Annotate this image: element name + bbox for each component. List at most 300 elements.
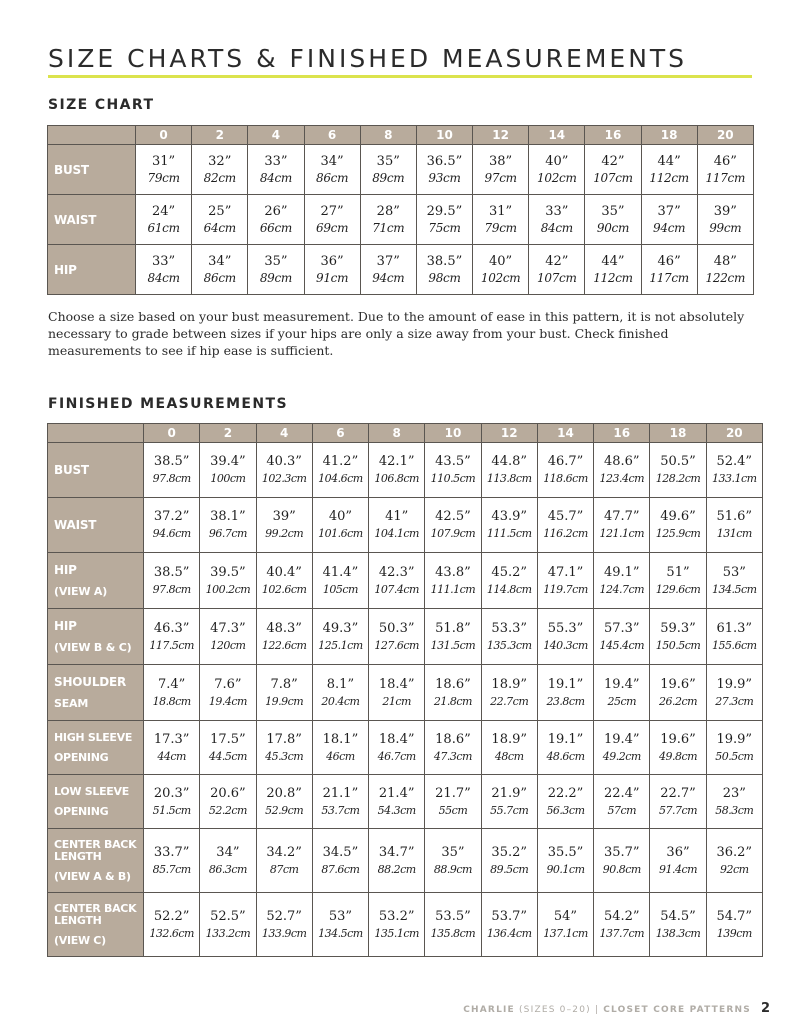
metric-value: 125.9cm <box>655 527 701 540</box>
metric-value: 135.1cm <box>374 926 419 940</box>
measurement-cell <box>537 609 593 665</box>
row-label <box>48 553 144 609</box>
imperial-value: 51.8” <box>435 620 471 636</box>
measurement-cell <box>537 498 593 553</box>
measurement-cell <box>650 721 706 775</box>
imperial-value: 37” <box>376 253 400 269</box>
footer-separator: | <box>594 1005 600 1015</box>
metric-value: 137.1cm <box>543 926 588 940</box>
metric-value: 49.8cm <box>658 749 698 763</box>
measurement-cell <box>256 665 312 721</box>
imperial-value: 24” <box>151 203 176 219</box>
metric-value: 75cm <box>428 220 461 235</box>
imperial-value: 21.4” <box>378 785 415 801</box>
metric-value: 48cm <box>494 749 524 763</box>
imperial-value: 36.5” <box>426 153 463 169</box>
imperial-value: 46.7” <box>547 454 584 469</box>
metric-value: 121.1cm <box>599 527 645 540</box>
imperial-value: 52.4” <box>716 454 753 469</box>
measurement-cell <box>416 145 472 195</box>
measurement-cell <box>481 609 537 665</box>
measurement-cell <box>425 665 481 721</box>
metric-value: 133.9cm <box>261 926 307 940</box>
imperial-value: 19.9” <box>716 676 753 692</box>
size-header-8: 8 <box>360 126 416 145</box>
imperial-value: 41.2” <box>322 454 359 469</box>
imperial-value: 18.4” <box>378 731 415 747</box>
measurement-cell <box>369 498 425 553</box>
measurement-cell <box>706 829 762 893</box>
title-rule <box>48 75 752 78</box>
measurement-cell <box>136 245 192 295</box>
measurement-row <box>48 195 754 245</box>
size-header-16: 16 <box>594 424 650 443</box>
imperial-value: 38.5” <box>426 253 463 269</box>
metric-value: 56.3cm <box>546 803 585 817</box>
row-label-text: WAIST <box>54 212 97 227</box>
metric-value: 123.4cm <box>599 472 645 485</box>
imperial-value: 35.5” <box>547 844 584 860</box>
measurement-cell <box>136 145 192 195</box>
row-sublabel-text: OPENING <box>54 804 109 818</box>
measurement-cell <box>425 443 481 498</box>
measurement-cell <box>369 829 425 893</box>
metric-value: 69cm <box>316 220 349 235</box>
measurement-cell <box>641 245 697 295</box>
imperial-value: 21.7” <box>435 785 471 801</box>
metric-value: 55.7cm <box>490 803 529 817</box>
metric-value: 102.6cm <box>261 582 307 596</box>
measurement-cell <box>256 893 312 957</box>
row-sublabel-text: SEAM <box>54 697 89 710</box>
metric-value: 133.1cm <box>711 472 757 485</box>
metric-value: 51.5cm <box>152 803 191 817</box>
measurement-cell <box>144 443 200 498</box>
page-title: SIZE CHARTS & FINISHED MEASUREMENTS <box>48 44 688 73</box>
size-header-10: 10 <box>425 424 481 443</box>
imperial-value: 43.8” <box>435 564 471 580</box>
measurement-cell <box>650 553 706 609</box>
metric-value: 82cm <box>203 170 236 185</box>
metric-value: 93cm <box>428 170 461 185</box>
imperial-value: 46” <box>713 153 737 169</box>
measurement-row <box>48 775 763 829</box>
imperial-value: 34.7” <box>378 844 415 860</box>
metric-value: 50.5cm <box>715 749 754 763</box>
row-label-text: HIP <box>54 563 77 577</box>
size-header-0: 0 <box>136 126 192 145</box>
metric-value: 22.7cm <box>490 694 529 708</box>
measurement-row <box>48 893 763 957</box>
imperial-value: 32” <box>208 153 232 169</box>
imperial-value: 39.5” <box>210 564 246 580</box>
metric-value: 96.7cm <box>208 527 247 540</box>
metric-value: 44cm <box>157 749 186 763</box>
metric-value: 21.8cm <box>433 694 472 708</box>
measurement-cell <box>697 245 753 295</box>
imperial-value: 18.9” <box>491 731 528 747</box>
imperial-value: 53.5” <box>435 908 471 924</box>
measurement-row <box>48 721 763 775</box>
size-header-4: 4 <box>248 126 304 145</box>
metric-value: 112cm <box>649 170 689 185</box>
imperial-value: 20.8” <box>266 785 302 801</box>
measurement-cell <box>144 775 200 829</box>
measurement-cell <box>650 665 706 721</box>
measurement-cell <box>594 665 650 721</box>
measurement-cell <box>200 443 256 498</box>
metric-value: 47.3cm <box>433 749 472 763</box>
metric-value: 19.4cm <box>208 694 247 708</box>
imperial-value: 22.2” <box>547 785 584 801</box>
imperial-value: 34.5” <box>322 844 359 860</box>
imperial-value: 52.5” <box>210 908 246 924</box>
imperial-value: 43.9” <box>491 509 528 524</box>
imperial-value: 53.7” <box>491 908 528 924</box>
header-corner <box>48 424 144 443</box>
metric-value: 110.5cm <box>430 472 476 485</box>
measurement-cell <box>594 893 650 957</box>
imperial-value: 53” <box>722 564 746 580</box>
measurement-cell <box>594 775 650 829</box>
metric-value: 86.3cm <box>208 862 247 876</box>
measurement-cell <box>650 893 706 957</box>
imperial-value: 50.5” <box>660 454 696 469</box>
measurement-cell <box>425 893 481 957</box>
measurement-cell <box>304 145 360 195</box>
measurement-cell <box>312 609 368 665</box>
measurement-cell <box>192 245 248 295</box>
measurement-cell <box>256 775 312 829</box>
imperial-value: 34” <box>216 844 240 860</box>
measurement-cell <box>416 195 472 245</box>
metric-value: 131cm <box>716 527 752 540</box>
measurement-cell <box>312 829 368 893</box>
row-label <box>48 721 144 775</box>
size-advice-note: Choose a size based on your bust measurement. Due to the amount of ease in this pattern, it is not absolutely necessary to grade between sizes if your hips are only a size away from your bust. Check finished measurements to see if hip ease is sufficient. <box>48 309 745 358</box>
measurement-cell <box>360 245 416 295</box>
metric-value: 131.5cm <box>430 638 476 652</box>
imperial-value: 41.4” <box>322 564 359 580</box>
metric-value: 53.7cm <box>321 803 360 817</box>
metric-value: 91cm <box>316 270 349 285</box>
imperial-value: 20.6” <box>210 785 246 801</box>
measurement-cell <box>304 195 360 245</box>
imperial-value: 31” <box>489 203 513 219</box>
metric-value: 71cm <box>372 220 405 235</box>
row-label-text: CENTER BACK LENGTH <box>54 837 137 863</box>
measurement-cell <box>529 195 585 245</box>
metric-value: 107cm <box>537 270 577 285</box>
imperial-value: 19.1” <box>547 676 584 692</box>
row-sublabel-text: (VIEW A) <box>54 585 108 598</box>
measurement-cell <box>697 195 753 245</box>
measurement-cell <box>706 498 762 553</box>
imperial-value: 53.3” <box>491 620 528 636</box>
measurement-cell <box>256 721 312 775</box>
imperial-value: 47.3” <box>210 620 246 636</box>
measurement-row <box>48 665 763 721</box>
measurement-cell <box>369 721 425 775</box>
imperial-value: 22.4” <box>603 785 640 801</box>
measurement-cell <box>425 829 481 893</box>
size-chart-table <box>47 125 754 295</box>
measurement-cell <box>529 145 585 195</box>
imperial-value: 36.2” <box>716 844 753 860</box>
metric-value: 48.6cm <box>546 749 585 763</box>
imperial-value: 7.8” <box>270 676 298 692</box>
imperial-value: 57.3” <box>603 620 640 636</box>
row-label <box>48 245 136 295</box>
metric-value: 139cm <box>716 926 752 940</box>
measurement-cell <box>425 498 481 553</box>
row-label-text: HIP <box>54 262 77 277</box>
metric-value: 88.2cm <box>377 862 416 876</box>
measurement-cell <box>200 553 256 609</box>
size-header-14: 14 <box>529 126 585 145</box>
measurement-cell <box>697 145 753 195</box>
imperial-value: 23” <box>722 785 746 801</box>
metric-value: 84cm <box>259 170 293 185</box>
size-header-row <box>48 424 763 443</box>
imperial-value: 35” <box>601 203 625 219</box>
row-label-text: HIP <box>54 619 77 633</box>
measurement-cell <box>585 245 641 295</box>
metric-value: 118.6cm <box>543 472 588 485</box>
metric-value: 107.4cm <box>374 582 419 596</box>
measurement-cell <box>650 775 706 829</box>
imperial-value: 38.1” <box>210 509 246 524</box>
metric-value: 116.2cm <box>543 527 588 540</box>
metric-value: 105cm <box>322 582 358 596</box>
measurement-cell <box>641 195 697 245</box>
imperial-value: 19.1” <box>547 731 584 747</box>
imperial-value: 19.4” <box>603 731 640 747</box>
size-header-8: 8 <box>369 424 425 443</box>
measurement-cell <box>360 195 416 245</box>
measurement-cell <box>481 829 537 893</box>
imperial-value: 54.2” <box>603 908 640 924</box>
footer-sizes-range: (SIZES 0–20) <box>518 1005 591 1015</box>
measurement-cell <box>144 829 200 893</box>
footer-brand: CLOSET CORE PATTERNS <box>603 1005 751 1015</box>
row-label <box>48 775 144 829</box>
size-header-2: 2 <box>200 424 256 443</box>
metric-value: 104.6cm <box>318 472 363 485</box>
row-label-text: WAIST <box>54 518 97 532</box>
imperial-value: 35” <box>441 844 465 860</box>
measurement-cell <box>594 721 650 775</box>
metric-value: 46cm <box>326 749 355 763</box>
metric-value: 79cm <box>147 170 180 185</box>
imperial-value: 40” <box>489 253 513 269</box>
imperial-value: 49.1” <box>603 564 640 580</box>
imperial-value: 43.5” <box>435 454 471 469</box>
measurement-cell <box>706 775 762 829</box>
metric-value: 100cm <box>210 472 246 485</box>
size-header-20: 20 <box>706 424 762 443</box>
measurement-cell <box>200 609 256 665</box>
metric-value: 85.7cm <box>152 862 191 876</box>
measurement-cell <box>650 498 706 553</box>
metric-value: 99cm <box>709 220 742 235</box>
metric-value: 89.5cm <box>490 862 529 876</box>
imperial-value: 27” <box>320 203 344 219</box>
measurement-cell <box>360 145 416 195</box>
imperial-value: 42.5” <box>435 509 471 524</box>
metric-value: 127.6cm <box>374 638 419 652</box>
measurement-cell <box>425 721 481 775</box>
measurement-cell <box>256 498 312 553</box>
measurement-cell <box>312 775 368 829</box>
imperial-value: 40” <box>328 509 353 524</box>
size-header-20: 20 <box>697 126 753 145</box>
page-footer <box>463 1001 770 1016</box>
measurement-cell <box>416 245 472 295</box>
measurement-cell <box>529 245 585 295</box>
metric-value: 100.2cm <box>205 582 251 596</box>
measurement-cell <box>248 245 304 295</box>
metric-value: 84cm <box>540 220 573 235</box>
measurement-cell <box>144 498 200 553</box>
measurement-cell <box>369 443 425 498</box>
metric-value: 19.9cm <box>265 694 304 708</box>
measurement-cell <box>537 665 593 721</box>
metric-value: 79cm <box>484 220 517 235</box>
metric-value: 150.5cm <box>655 638 701 652</box>
metric-value: 90cm <box>596 220 630 235</box>
metric-value: 134.5cm <box>711 582 757 596</box>
finished-measurements-table <box>47 423 763 957</box>
measurement-cell <box>200 775 256 829</box>
imperial-value: 38.5” <box>153 454 190 469</box>
metric-value: 88.9cm <box>433 862 472 876</box>
measurement-cell <box>312 721 368 775</box>
metric-value: 49.2cm <box>602 749 641 763</box>
measurement-cell <box>369 893 425 957</box>
measurement-cell <box>481 498 537 553</box>
imperial-value: 44” <box>601 253 625 269</box>
size-header-10: 10 <box>416 126 472 145</box>
measurement-cell <box>425 775 481 829</box>
metric-value: 84cm <box>147 270 180 285</box>
measurement-cell <box>594 553 650 609</box>
measurement-cell <box>192 195 248 245</box>
measurement-cell <box>312 893 368 957</box>
measurement-cell <box>369 609 425 665</box>
imperial-value: 47.1” <box>547 564 584 580</box>
metric-value: 102cm <box>480 270 521 285</box>
imperial-value: 34.2” <box>266 844 302 860</box>
measurement-cell <box>706 609 762 665</box>
measurement-cell <box>312 665 368 721</box>
imperial-value: 40” <box>545 153 569 169</box>
imperial-value: 42” <box>601 153 625 169</box>
metric-value: 119.7cm <box>543 582 588 596</box>
measurement-cell <box>594 498 650 553</box>
imperial-value: 54.5” <box>660 908 696 924</box>
measurement-cell <box>585 195 641 245</box>
imperial-value: 7.6” <box>214 676 242 692</box>
metric-value: 101.6cm <box>318 527 363 540</box>
measurement-cell <box>585 145 641 195</box>
imperial-value: 45.7” <box>547 509 584 524</box>
imperial-value: 44.8” <box>491 454 528 469</box>
metric-value: 122cm <box>705 270 746 285</box>
imperial-value: 54” <box>553 908 578 924</box>
size-header-6: 6 <box>312 424 368 443</box>
imperial-value: 33.7” <box>153 844 190 860</box>
imperial-value: 29.5” <box>426 203 463 219</box>
measurement-cell <box>248 195 304 245</box>
measurement-cell <box>537 829 593 893</box>
footer-pattern-name: CHARLIE <box>463 1005 515 1015</box>
measurement-cell <box>481 893 537 957</box>
measurement-row <box>48 245 754 295</box>
imperial-value: 25” <box>208 203 232 219</box>
metric-value: 155.6cm <box>711 638 757 652</box>
measurement-cell <box>256 443 312 498</box>
metric-value: 94cm <box>653 220 686 235</box>
measurement-cell <box>248 145 304 195</box>
metric-value: 45.3cm <box>265 749 304 763</box>
measurement-cell <box>481 443 537 498</box>
imperial-value: 31” <box>151 153 176 169</box>
metric-value: 135.8cm <box>430 926 476 940</box>
imperial-value: 40.3” <box>266 454 302 469</box>
measurement-cell <box>144 893 200 957</box>
metric-value: 129.6cm <box>655 582 701 596</box>
metric-value: 20.4cm <box>321 694 360 708</box>
row-label-text: LOW SLEEVE <box>54 784 129 798</box>
metric-value: 125.1cm <box>318 638 363 652</box>
measurement-cell <box>537 553 593 609</box>
imperial-value: 48” <box>713 253 737 269</box>
measurement-cell <box>256 553 312 609</box>
imperial-value: 35” <box>264 253 288 269</box>
row-label <box>48 665 144 721</box>
metric-value: 87cm <box>269 862 299 876</box>
imperial-value: 21.1” <box>322 785 359 801</box>
row-sublabel-text: OPENING <box>54 750 109 764</box>
imperial-value: 33” <box>545 203 569 219</box>
imperial-value: 35.7” <box>603 844 640 860</box>
imperial-value: 51.6” <box>716 509 753 524</box>
measurement-cell <box>256 609 312 665</box>
imperial-value: 7.4” <box>157 676 186 692</box>
measurement-cell <box>200 665 256 721</box>
metric-value: 137.7cm <box>599 926 645 940</box>
measurement-cell <box>706 721 762 775</box>
measurement-cell <box>200 721 256 775</box>
imperial-value: 38.5” <box>153 564 190 580</box>
imperial-value: 39” <box>272 509 296 524</box>
imperial-value: 48.3” <box>266 620 302 636</box>
row-label <box>48 195 136 245</box>
measurement-cell <box>594 609 650 665</box>
metric-value: 132.6cm <box>149 926 194 940</box>
imperial-value: 19.4” <box>603 676 640 692</box>
metric-value: 122.6cm <box>261 638 307 652</box>
metric-value: 99.2cm <box>265 527 304 540</box>
metric-value: 27.3cm <box>715 694 754 708</box>
measurement-cell <box>312 443 368 498</box>
measurement-cell <box>144 553 200 609</box>
metric-value: 117cm <box>705 170 746 185</box>
size-header-6: 6 <box>304 126 360 145</box>
imperial-value: 34” <box>208 253 232 269</box>
metric-value: 57cm <box>607 803 637 817</box>
